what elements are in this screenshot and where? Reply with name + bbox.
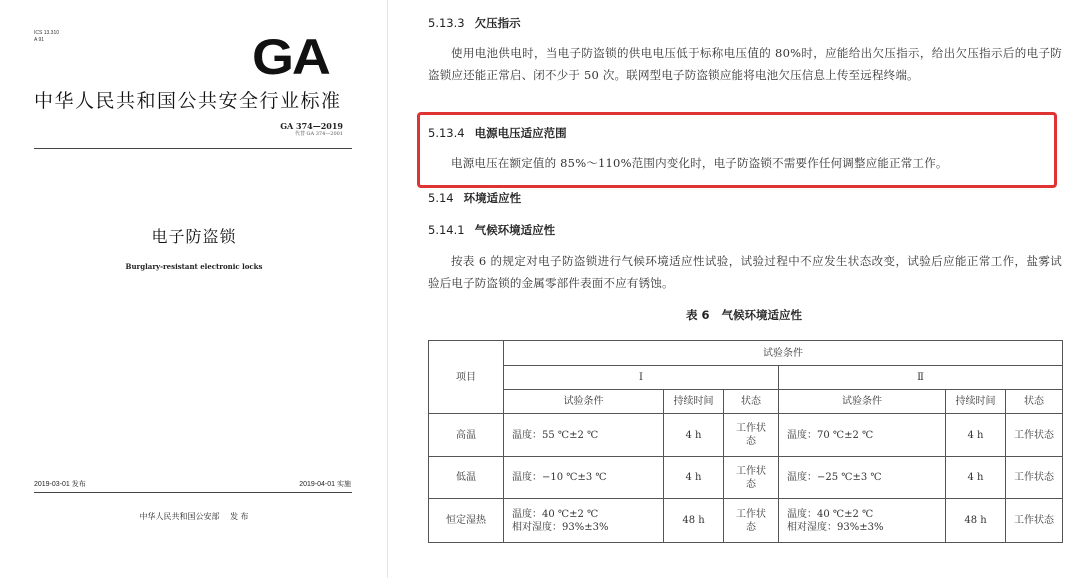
cover-divider-bottom: [34, 492, 352, 493]
row-condition-2: 温度：70 ℃±2 ℃: [779, 414, 946, 457]
row-state-1: 工作状态: [724, 499, 779, 543]
section-5-13-3-heading: [428, 15, 521, 31]
effective-date: 2019-04-01 实施: [299, 481, 351, 488]
row-item: 恒定湿热: [429, 499, 504, 543]
subheader-duration: 持续时间: [664, 390, 724, 414]
row-state-2: 工作状态: [1006, 457, 1063, 499]
row-duration-1: 4 h: [664, 414, 724, 457]
row-item: 高温: [429, 414, 504, 457]
subheader-state: 状态: [724, 390, 779, 414]
ics-code: ICS 13.310: [34, 30, 60, 36]
ccs-code: A 91: [34, 37, 45, 43]
header-item: 项目: [429, 341, 504, 414]
replaces-note: 代替 GA 374—2001: [294, 131, 343, 137]
header-group-1: Ⅰ: [504, 366, 779, 390]
publisher: 中华人民共和国公安部 发 布: [139, 512, 249, 521]
section-number: 5.13.4: [428, 126, 465, 140]
header-group-2: Ⅱ: [779, 366, 1063, 390]
row-duration-1: 48 h: [664, 499, 724, 543]
section-5-14-1-text: 按表 6 的规定对电子防盗锁进行气候环境适应性试验，试验过程中不应发生状态改变，试验后应能正常工作，盐雾试验后电子防盗锁的金属零部件表面不应有锈蚀。: [428, 254, 1062, 290]
row-duration-2: 4 h: [946, 457, 1006, 499]
section-5-13-4-text: 电源电压在额定值的 85%～110%范围内变化时，电子防盗锁不需要作任何调整应能正常工作。: [451, 156, 948, 170]
section-5-14-1-heading: [428, 222, 555, 238]
row-condition-1: 温度：−10 ℃±3 ℃: [504, 457, 664, 499]
subheader-duration: 持续时间: [946, 390, 1006, 414]
standard-number-block: [280, 121, 343, 137]
condition-humidity: 相对湿度：93%±3%: [787, 521, 884, 533]
subheader-conditions: 试验条件: [779, 390, 946, 414]
standard-cover-page: [0, 0, 388, 578]
row-duration-1: 4 h: [664, 457, 724, 499]
standard-content-page: [428, 0, 1068, 578]
row-state-1: 工作状态: [724, 457, 779, 499]
section-title: 电源电压适应范围: [474, 126, 567, 140]
standard-number: GA 374—2019: [280, 121, 343, 131]
table-title: 气候环境适应性: [721, 308, 802, 322]
table-row: [429, 414, 1063, 457]
table-6-caption: [428, 307, 1060, 323]
standard-title: 中华人民共和国公共安全行业标准: [34, 90, 342, 112]
dates-row: [34, 479, 351, 489]
condition-humidity: 相对湿度：93%±3%: [512, 521, 609, 533]
table-group-row: [429, 366, 1063, 390]
section-title: 气候环境适应性: [474, 223, 556, 237]
issue-date: 2019-03-01 发布: [34, 481, 86, 488]
header-conditions: 试验条件: [504, 341, 1063, 366]
row-condition-1: 温度：55 ℃±2 ℃: [504, 414, 664, 457]
section-title: 环境适应性: [463, 191, 522, 205]
table-subheader-row: [429, 390, 1063, 414]
section-5-14-heading: [428, 190, 521, 206]
subheader-state: 状态: [1006, 390, 1063, 414]
table-header-row: [429, 341, 1063, 366]
highlight-box: [417, 112, 1057, 188]
row-item: 低温: [429, 457, 504, 499]
row-state-2: 工作状态: [1006, 414, 1063, 457]
row-condition-2: 温度：−25 ℃±3 ℃: [779, 457, 946, 499]
condition-temperature: 温度：40 ℃±2 ℃: [787, 508, 874, 520]
document-title: 电子防盗锁: [151, 227, 237, 246]
table-row: [429, 499, 1063, 543]
section-title: 欠压指示: [474, 16, 521, 30]
ics-code-block: [34, 30, 59, 44]
row-duration-2: 4 h: [946, 414, 1006, 457]
row-state-2: 工作状态: [1006, 499, 1063, 543]
row-condition-1: [504, 499, 664, 543]
section-number: 5.13.3: [428, 16, 465, 30]
table-6-climate-adaptability: [428, 340, 1063, 543]
row-duration-2: 48 h: [946, 499, 1006, 543]
condition-temperature: 温度：40 ℃±2 ℃: [512, 508, 599, 520]
subheader-conditions: 试验条件: [504, 390, 664, 414]
table-number: 表 6: [685, 308, 710, 322]
ga-logo: GA: [252, 29, 329, 85]
table-row: [429, 457, 1063, 499]
row-condition-2: [779, 499, 946, 543]
section-number: 5.14: [428, 191, 454, 205]
section-number: 5.14.1: [428, 223, 465, 237]
section-5-13-3-text: 使用电池供电时，当电子防盗锁的供电电压低于标称电压值的 80%时，应能给出欠压指示，给出欠压指示后的电子防盗锁应还能正常启、闭不少于 50 次。联网型电子防盗锁应能将电池欠压信息上传至远程终端。: [428, 46, 1062, 82]
cover-divider-top: [34, 148, 352, 149]
row-state-1: 工作状态: [724, 414, 779, 457]
document-subtitle: Burglary-resistant electronic locks: [125, 262, 263, 271]
